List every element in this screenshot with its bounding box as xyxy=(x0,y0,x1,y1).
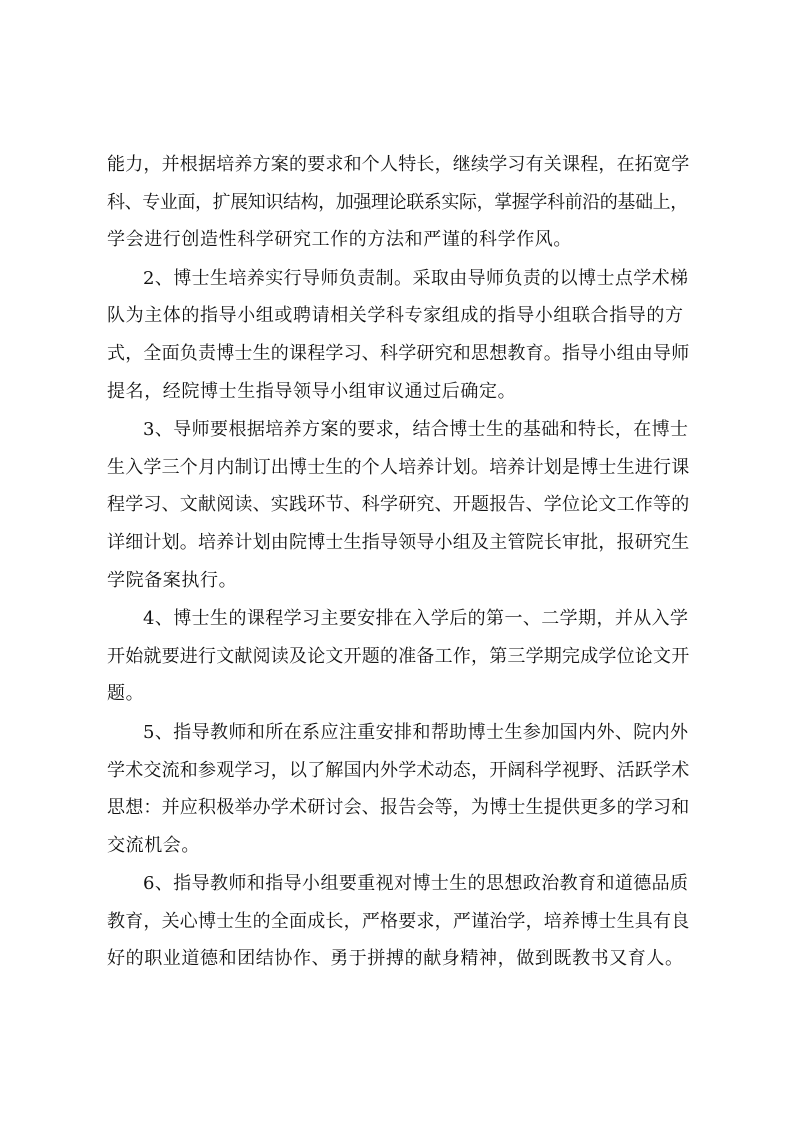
text-line: 程学习、文献阅读、实践环节、科学研究、开题报告、学位论文工作等的 xyxy=(107,494,690,516)
text-line: 学会进行创造性科学研究工作的方法和严谨的科学作风。 xyxy=(107,229,572,251)
text-line: 好的职业道德和团结协作、勇于拼搏的献身精神，做到既教书又育人。 xyxy=(107,948,684,970)
text-line: 教育，关心博士生的全面成长，严格要求，严谨治学，培养博士生具有良 xyxy=(107,910,690,932)
paragraph-item-5 xyxy=(107,714,691,864)
text-line: 3、导师要根据培养方案的要求，结合博士生的基础和特长，在博士 xyxy=(143,419,689,441)
text-line: 式，全面负责博士生的课程学习、科学研究和思想教育。指导小组由导师 xyxy=(107,342,690,364)
paragraph-item-2 xyxy=(107,260,691,410)
text-line: 交流机会。 xyxy=(107,834,200,856)
text-line: 5、指导教师和所在系应注重安排和帮助博士生参加国内外、院内外 xyxy=(143,721,689,743)
document-body xyxy=(107,146,691,979)
text-line: 生入学三个月内制订出博士生的个人培养计划。培养计划是博士生进行课 xyxy=(107,456,690,478)
text-line: 学院备案执行。 xyxy=(107,569,238,591)
text-line: 开始就要进行文献阅读及论文开题的准备工作，第三学期完成学位论文开 xyxy=(107,645,690,667)
text-line: 4、博士生的课程学习主要安排在入学后的第一、二学期，并从入学 xyxy=(143,608,689,630)
text-line: 2、博士生培养实行导师负责制。采取由导师负责的以博士点学术梯 xyxy=(143,267,689,289)
text-line: 思想：并应积极举办学术研讨会、报告会等，为博士生提供更多的学习和 xyxy=(107,797,690,819)
text-line: 详细计划。培养计划由院博士生指导领导小组及主管院长审批，报研究生 xyxy=(107,531,690,553)
text-line: 能力，并根据培养方案的要求和个人特长，继续学习有关课程，在拓宽学 xyxy=(107,154,690,175)
text-line: 学术交流和参观学习，以了解国内外学术动态，开阔科学视野、活跃学术 xyxy=(107,759,690,781)
paragraph-continuation xyxy=(107,146,691,259)
text-line: 科、专业面，扩展知识结构，加强理论联系实际，掌握学科前沿的基础上， xyxy=(107,191,688,213)
text-line: 6、指导教师和指导小组要重视对博士生的思想政治教育和道德品质 xyxy=(143,873,689,895)
paragraph-item-6 xyxy=(107,865,691,978)
text-line: 提名，经院博士生指导领导小组审议通过后确定。 xyxy=(107,380,517,402)
text-line: 队为主体的指导小组或聘请相关学科专家组成的指导小组联合指导的方 xyxy=(107,305,684,327)
paragraph-item-3 xyxy=(107,411,691,599)
text-line: 题。 xyxy=(107,683,145,705)
paragraph-item-4 xyxy=(107,600,691,713)
